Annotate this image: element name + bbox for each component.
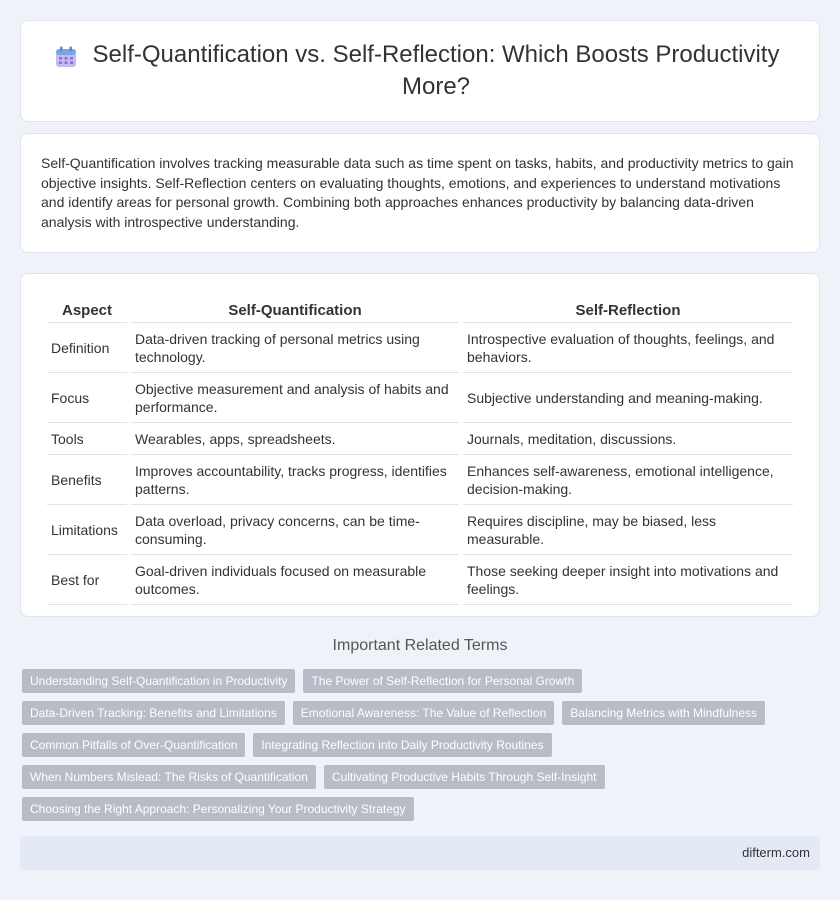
row-self-quantification: Data overload, privacy concerns, can be time-consuming. <box>131 507 459 555</box>
row-self-reflection: Introspective evaluation of thoughts, feelings, and behaviors. <box>463 325 793 373</box>
table-row <box>47 507 793 555</box>
header-card <box>20 20 820 122</box>
row-aspect: Tools <box>47 425 127 455</box>
table-row <box>47 557 793 605</box>
table-row <box>47 375 793 423</box>
row-self-quantification: Wearables, apps, spreadsheets. <box>131 425 459 455</box>
row-self-reflection: Enhances self-awareness, emotional intelligence, decision-making. <box>463 457 793 505</box>
row-self-quantification: Improves accountability, tracks progress, identifies patterns. <box>131 457 459 505</box>
tag-row <box>22 733 802 757</box>
comparison-table <box>43 296 797 607</box>
related-term-tag[interactable]: Cultivating Productive Habits Through Self-Insight <box>324 765 605 789</box>
table-row <box>47 425 793 455</box>
row-self-quantification: Data-driven tracking of personal metrics using technology. <box>131 325 459 373</box>
related-term-tag[interactable]: The Power of Self-Reflection for Personal Growth <box>303 669 582 693</box>
related-term-tag[interactable]: Integrating Reflection into Daily Productivity Routines <box>253 733 551 757</box>
related-terms-list <box>22 669 802 829</box>
related-term-tag[interactable]: Common Pitfalls of Over-Quantification <box>22 733 245 757</box>
row-aspect: Focus <box>47 375 127 423</box>
tag-row <box>22 669 802 693</box>
related-term-tag[interactable]: When Numbers Mislead: The Risks of Quantification <box>22 765 316 789</box>
intro-paragraph: Self-Quantification involves tracking measurable data such as time spent on tasks, habits, and productivity metrics to gain objective insights. Self-Reflection centers on evaluating thoughts, emotions, and experiences to understand motivations and identify areas for personal growth. Combining both approaches enhances productivity by balancing data-driven analysis with introspective understanding. <box>41 155 794 230</box>
row-self-reflection: Subjective understanding and meaning-making. <box>463 375 793 423</box>
page-title: Self-Quantification vs. Self-Reflection: Which Boosts Productivity More? <box>92 41 780 100</box>
tag-row <box>22 797 802 821</box>
related-term-tag[interactable]: Understanding Self-Quantification in Productivity <box>22 669 295 693</box>
related-term-tag[interactable]: Data-Driven Tracking: Benefits and Limitations <box>22 701 285 725</box>
related-term-tag[interactable]: Emotional Awareness: The Value of Reflection <box>293 701 554 725</box>
column-header-self-reflection: Self-Reflection <box>463 298 793 323</box>
row-self-reflection: Journals, meditation, discussions. <box>463 425 793 455</box>
related-term-tag[interactable]: Choosing the Right Approach: Personalizing Your Productivity Strategy <box>22 797 414 821</box>
related-term-tag[interactable]: Balancing Metrics with Mindfulness <box>562 701 765 725</box>
footer <box>20 836 820 870</box>
tag-row <box>22 765 802 789</box>
row-aspect: Benefits <box>47 457 127 505</box>
table-row <box>47 325 793 373</box>
row-self-quantification: Objective measurement and analysis of habits and performance. <box>131 375 459 423</box>
table-header-row <box>47 298 793 323</box>
calendar-icon <box>54 45 78 69</box>
row-self-reflection: Requires discipline, may be biased, less measurable. <box>463 507 793 555</box>
row-aspect: Limitations <box>47 507 127 555</box>
comparison-card <box>20 273 820 617</box>
row-self-quantification: Goal-driven individuals focused on measurable outcomes. <box>131 557 459 605</box>
title-wrap <box>54 39 786 103</box>
site-link[interactable]: difterm.com <box>742 845 810 860</box>
intro-card <box>20 133 820 253</box>
tag-row <box>22 701 802 725</box>
table-row <box>47 457 793 505</box>
column-header-aspect: Aspect <box>47 298 127 323</box>
row-self-reflection: Those seeking deeper insight into motivations and feelings. <box>463 557 793 605</box>
row-aspect: Definition <box>47 325 127 373</box>
column-header-self-quantification: Self-Quantification <box>131 298 459 323</box>
related-terms-title: Important Related Terms <box>332 637 508 654</box>
row-aspect: Best for <box>47 557 127 605</box>
